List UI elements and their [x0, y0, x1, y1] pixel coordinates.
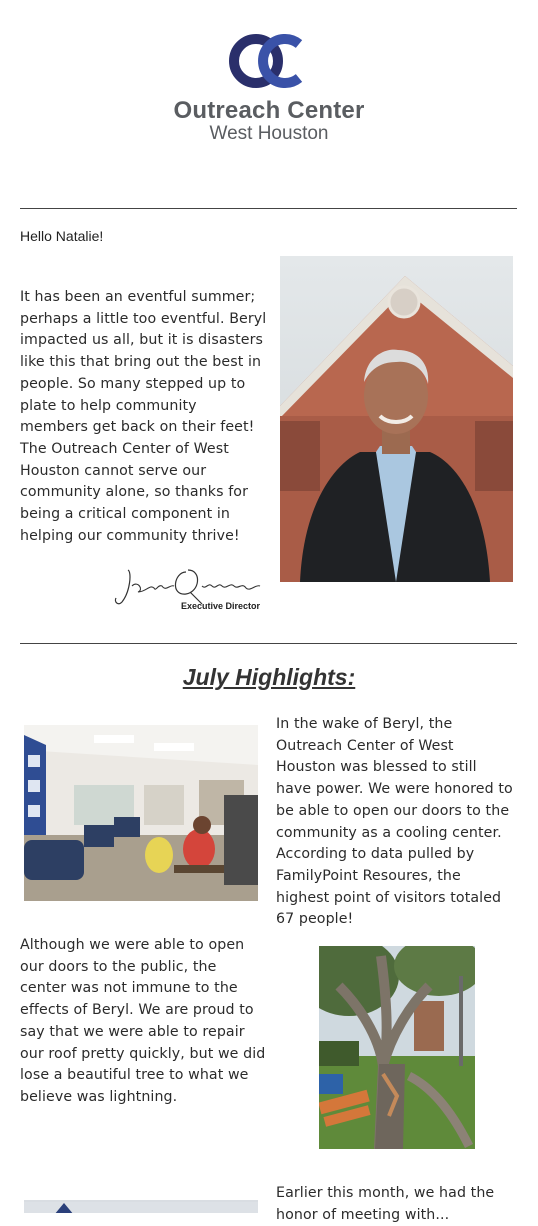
signature-title: Executive Director: [181, 601, 261, 611]
highlight-3-photo: [24, 1200, 258, 1213]
cooling-center-photo: [24, 725, 258, 901]
outreach-center-logo-icon: [227, 30, 311, 92]
logo-subtitle: West Houston: [209, 123, 329, 144]
director-photo: [280, 256, 513, 582]
highlight-3-text: Earlier this month, we had the honor of meeting with...: [276, 1185, 495, 1223]
logo-name: Outreach Center: [173, 97, 365, 124]
lightning-tree-photo: [319, 946, 475, 1149]
highlights-title: July Highlights:: [182, 664, 356, 690]
highlight-2-text: Although we were able to open our doors to the public, the center was not immune to the effects of Beryl. We are proud to say that we were able to repair our roof pretty quickly, but we did lose a beautiful tree to what we believe was lightning.: [20, 937, 266, 1105]
highlight-1-text: In the wake of Beryl, the Outreach Center of West Houston was blessed to still have power. We were honored to be able to open our doors to the community as a cooling center. According to data pulled by FamilyPoint Resoures, the highest point of visitors totaled 67 people!: [276, 716, 513, 928]
logo: [0, 30, 538, 144]
divider-top: [20, 208, 517, 209]
divider-middle: [20, 643, 517, 644]
greeting: Hello Natalie!: [20, 228, 104, 244]
letter-paragraph: It has been an eventful summer; perhaps a little too eventful. Beryl impacted us all, but it is disasters like this that bring out the best in people. So many stepped up to plate to help community members get back on their feet! The Outreach Center of West Houston cannot serve our community alone, so thanks for being a critical component in helping our community thrive!: [20, 289, 267, 544]
